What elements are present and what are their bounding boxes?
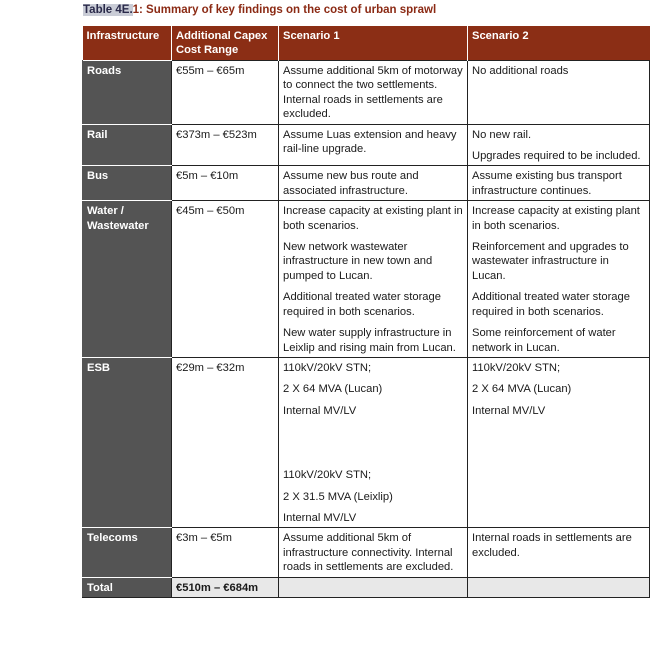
cell-text: Internal MV/LV xyxy=(472,404,546,417)
row-scenario-1 xyxy=(279,357,468,527)
table-row xyxy=(83,201,650,358)
cell-text: Additional treated water storage required in both scenarios. xyxy=(283,291,441,318)
cell-text: Internal MV/LV xyxy=(283,404,357,417)
total-capex: €510m – €684m xyxy=(172,577,279,597)
cell-text: No additional roads xyxy=(472,65,569,77)
cell-text: 110kV/20kV STN; xyxy=(472,361,561,374)
cell-text: New water supply infrastructure in Leixlip and rising main from Lucan. xyxy=(283,327,456,354)
header-row xyxy=(83,26,650,61)
table-row xyxy=(83,166,650,201)
cell-text: 110kV/20kV STN; xyxy=(283,361,372,374)
cell-text: Internal roads in settlements are excluded. xyxy=(472,532,632,559)
row-infrastructure: Roads xyxy=(83,61,172,125)
row-capex: €45m – €50m xyxy=(172,201,279,358)
cell-text: Assume new bus route and associated infrastructure. xyxy=(283,170,419,197)
cell-text: 2 X 31.5 MVA (Leixlip) xyxy=(283,490,393,503)
row-capex: €5m – €10m xyxy=(172,166,279,201)
row-scenario-2 xyxy=(468,166,650,201)
row-infrastructure: Rail xyxy=(83,124,172,166)
cell-text: 2 X 64 MVA (Lucan) xyxy=(472,383,572,396)
row-infrastructure: ESB xyxy=(83,357,172,527)
header-capex: Additional Capex Cost Range xyxy=(172,26,279,61)
row-infrastructure: Water / Wastewater xyxy=(83,201,172,358)
table-caption xyxy=(83,4,436,16)
table-row xyxy=(83,61,650,125)
caption-label: Table 4E. xyxy=(83,4,133,16)
cell-text: Assume Luas extension and heavy rail-line upgrade. xyxy=(283,128,457,156)
cell-text: No new rail. xyxy=(472,128,532,141)
total-row xyxy=(83,577,650,597)
cell-spacer xyxy=(283,425,463,461)
cell-text: Internal MV/LV xyxy=(283,511,357,524)
header-scenario-1: Scenario 1 xyxy=(279,26,468,61)
row-scenario-1 xyxy=(279,61,468,125)
table-row xyxy=(83,357,650,527)
total-scenario-2 xyxy=(468,577,650,597)
row-scenario-1 xyxy=(279,528,468,577)
cell-text: New network wastewater infrastructure in new town and pumped to Lucan. xyxy=(283,241,433,282)
row-scenario-2 xyxy=(468,528,650,577)
row-infrastructure: Bus xyxy=(83,166,172,201)
row-infrastructure: Telecoms xyxy=(83,528,172,577)
row-scenario-1 xyxy=(279,124,468,166)
row-scenario-1 xyxy=(279,166,468,201)
cell-text: Assume additional 5km of motorway to connect the two settlements. Internal roads in settlements are excluded. xyxy=(283,65,463,121)
row-capex: €29m – €32m xyxy=(172,357,279,527)
cell-text: Upgrades required to be included. xyxy=(472,150,641,163)
cell-text: Increase capacity at existing plant in both scenarios. xyxy=(283,205,463,232)
header-scenario-2: Scenario 2 xyxy=(468,26,650,61)
cell-text: 110kV/20kV STN; xyxy=(283,469,372,482)
row-scenario-2 xyxy=(468,201,650,358)
findings-table xyxy=(82,26,650,598)
row-scenario-1 xyxy=(279,201,468,358)
table-body xyxy=(83,61,650,578)
header-infrastructure: Infrastructure xyxy=(83,26,172,61)
cell-text: Assume existing bus transport infrastructure continues. xyxy=(472,170,622,197)
total-scenario-1 xyxy=(279,577,468,597)
row-capex: €55m – €65m xyxy=(172,61,279,125)
row-capex: €3m – €5m xyxy=(172,528,279,577)
cell-text: Increase capacity at existing plant in both scenarios. xyxy=(472,205,640,232)
cell-text: Additional treated water storage required in both scenarios. xyxy=(472,291,630,318)
cell-text: Assume additional 5km of infrastructure connectivity. Internal roads in settlements are excluded. xyxy=(283,532,454,574)
row-scenario-2 xyxy=(468,357,650,527)
cell-text: 2 X 64 MVA (Lucan) xyxy=(283,383,383,396)
cell-text: Reinforcement and upgrades to wastewater infrastructure in Lucan. xyxy=(472,241,629,282)
row-capex: €373m – €523m xyxy=(172,124,279,166)
table-row xyxy=(83,124,650,166)
caption-text: 1: Summary of key findings on the cost of urban sprawl xyxy=(132,4,437,16)
total-label: Total xyxy=(83,577,172,597)
table-row xyxy=(83,528,650,577)
row-scenario-2 xyxy=(468,124,650,166)
cell-text: Some reinforcement of water network in Lucan. xyxy=(472,327,616,354)
row-scenario-2 xyxy=(468,61,650,125)
